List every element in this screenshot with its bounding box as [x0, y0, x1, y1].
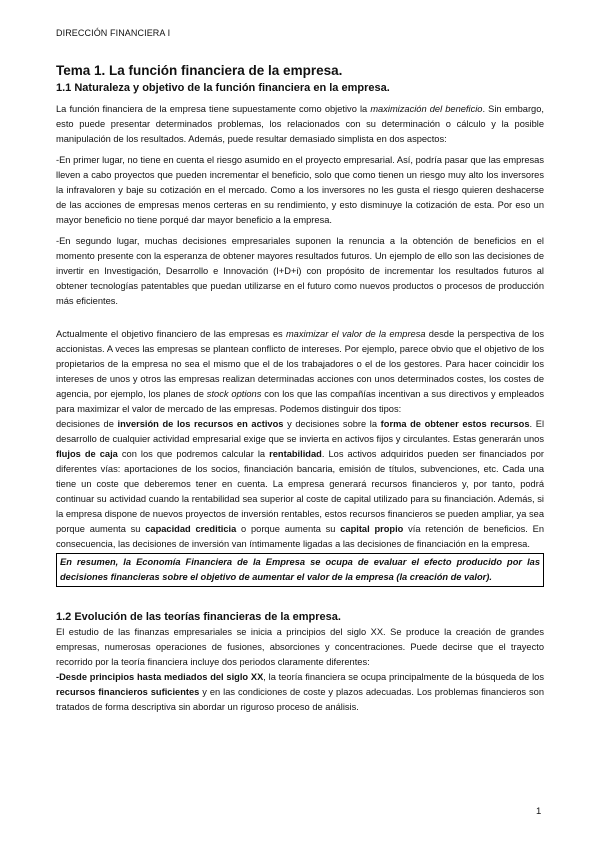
types-text-4: con los que podremos calcular la [117, 449, 270, 459]
types-bold-4: rentabilidad [269, 449, 322, 459]
summary-box: En resumen, la Economía Financiera de la Empresa se ocupa de evaluar el efecto producido por las decisiones financieras sobre el objetivo de aumentar el valor de la empresa (la creación de valor). [56, 553, 544, 587]
current-text-cont: desde la perspectiva de los accionistas. A veces las empresas se plantean conflicto de intereses. Por ejemplo, parece obvio que el objetivo de los propietarios de la empresa no sea el mismo que el de los trabajadores o el de los gestores. Para hacer coincidir los intereses de unos y otros las empresas realizan determinadas acciones con unos determinados costes, los costes de agencia, por ejemplo, los planes de [56, 329, 545, 399]
document-body [56, 62, 544, 715]
point-1-paragraph: -En primer lugar, no tiene en cuenta el riesgo asumido en el proyecto empresarial. Así, podría pasar que las empresas lleven a cabo proyectos que pueden incrementar el beneficio, solo que como tienen un riesgo muy alto los inversores la infravaloren y baje su cotización en el mercado. Como a los inversores no les gusta el riesgo quieren deshacerse de las acciones de empresas menos certeras en su rendimiento, y esto disminuye la cotización de esta. Por eso un mayor beneficio no tiene porqué dar mayor beneficio a la empresa. [56, 155, 544, 225]
page-number: 1 [536, 806, 542, 817]
types-text-3: . El desarrollo de cualquier actividad empresarial exige que se invierta en activos fijos y circulantes. Estas generarán unos [56, 419, 545, 444]
page-title: Tema 1. La función financiera de la empresa. [56, 63, 343, 78]
intro-text-cont: . Sin embargo, esto puede presentar determinados problemas, los relacionados con su determinación o cálculo y la posible manipulación de los resultados. Además, puede resultar demasiado simplista en dos aspectos: [56, 104, 544, 144]
types-bold-3: flujos de caja [56, 449, 118, 459]
period-1-paragraph [56, 670, 544, 715]
types-text-7: vía retención de beneficios. En consecuencia, las decisiones de inversión van íntimamente ligadas a las decisiones de financiación en la empresa. [56, 524, 544, 549]
intro-text: La función financiera de la empresa tiene supuestamente como objetivo la [56, 104, 371, 114]
stock-options-emphasis: stock options [206, 389, 262, 399]
types-text: decisiones de [56, 419, 118, 429]
types-bold-2: forma de obtener estos recursos [380, 419, 530, 429]
current-objective-paragraph [56, 327, 544, 552]
document-header: DIRECCIÓN FINANCIERA I [56, 28, 171, 38]
types-text-5: . Los activos adquiridos pueden ser financiados por diferentes vías: aportaciones de los socios, financiación bancaria, emisión de títulos, subvenciones, etc. Cada una tiene un coste que deberemos tener en cuenta. La empresa generará recursos financieros y, por tanto, podrá continuar su actividad cuando la rentabilidad sea superior al coste de capital utilizado para su financiación. Además, si la empresa dispone de nuevos proyectos de inversión rentables, estos recursos financieros se pueden ampliar, ya sea porque aumenta su [56, 449, 544, 534]
types-bold-1: inversión de los recursos en activos [117, 419, 284, 429]
types-text-6: o porque aumenta su [236, 524, 341, 534]
period-1-text: , la teoría financiera se ocupa principalmente de la búsqueda de los [263, 672, 544, 682]
types-bold-5: capacidad crediticia [145, 524, 237, 534]
section-2-heading: 1.2 Evolución de las teorías financieras de la empresa. [56, 611, 341, 623]
intro-paragraph [56, 102, 544, 147]
period-1-bold: -Desde principios hasta mediados del siglo XX [56, 672, 264, 682]
period-1-text-2: y en las condiciones de coste y plazos adecuadas. Los problemas financieros son tratados de forma descriptiva sin abordar un riguroso proceso de análisis. [56, 687, 544, 712]
intro-emphasis: maximización del beneficio [370, 104, 483, 114]
current-text-end: con los que las compañías incentivan a sus directivos y empleados para maximizar el valor de mercado de las empresas. Podemos distinguir dos tipos: [56, 389, 544, 414]
period-1-bold-2: recursos financieros suficientes [56, 687, 200, 697]
types-text-2: y decisiones sobre la [283, 419, 381, 429]
point-2-paragraph: -En segundo lugar, muchas decisiones empresariales suponen la renuncia a la obtención de beneficios en el momento presente con la esperanza de obtener mayores resultados futuros. Un ejemplo de ello son las decisiones de invertir en Investigación, Desarrollo e Innovación (I+D+i) con propósito de incrementar los resultados futuros al obtener tecnologías patentables que puedan utilizarse en el futuro como nuevos productos o procesos de producción más eficientes. [56, 236, 544, 306]
section-1-heading: 1.1 Naturaleza y objetivo de la función financiera en la empresa. [56, 82, 390, 94]
current-text: Actualmente el objetivo financiero de las empresas es [56, 329, 286, 339]
types-bold-6: capital propio [340, 524, 404, 534]
section-2-paragraph: El estudio de las finanzas empresariales se inicia a principios del siglo XX. Se produce la creación de grandes empresas, numerosas operaciones de fusiones, absorciones y concentraciones. Puede decirse que el trayecto recorrido por la teoría financiera incluye dos periodos claramente diferentes: [56, 627, 544, 667]
current-emphasis: maximizar el valor de la empresa [285, 329, 426, 339]
